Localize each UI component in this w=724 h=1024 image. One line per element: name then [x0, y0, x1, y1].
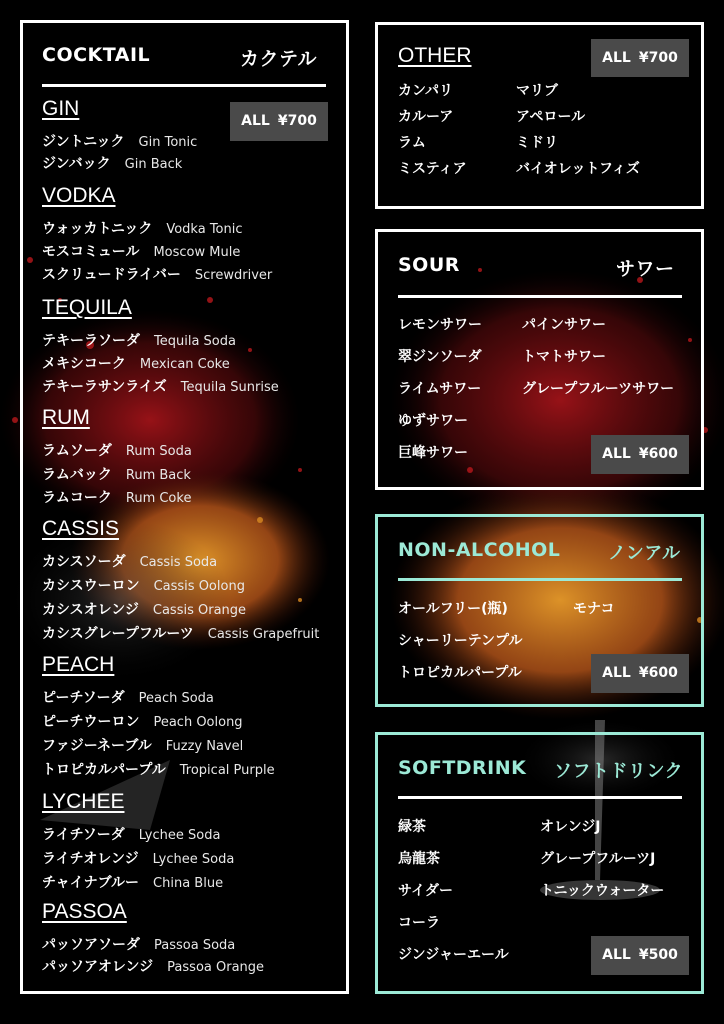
price-all-label: ALL: [602, 665, 631, 681]
price-amount: ¥600: [638, 446, 678, 462]
category-heading-vodka: VODKA: [42, 184, 116, 207]
cocktail-item-en: Cassis Grapefruit: [207, 627, 320, 642]
cocktail-item-jp: パッソアオレンジ: [42, 959, 154, 975]
sour-item: レモンサワー: [398, 317, 482, 333]
other-item: バイオレットフィズ: [516, 161, 640, 177]
nonalcohol-item: オールフリー(瓶): [398, 601, 508, 617]
cocktail-item-jp: ピーチソーダ: [42, 690, 125, 706]
cocktail-item-jp: ジントニック: [42, 134, 125, 150]
softdrink-title: SOFTDRINK: [398, 757, 527, 779]
cocktail-item: [42, 575, 245, 595]
cocktail-item-en: Cassis Soda: [139, 555, 218, 570]
cocktail-item-jp: ラムバック: [42, 466, 112, 483]
cocktail-item-en: Cassis Orange: [152, 603, 247, 618]
nonalcohol-item: トロピカルパープル: [398, 665, 522, 681]
softdrink-item: コーラ: [398, 915, 440, 931]
cocktail-item-jp: トロピカルパープル: [42, 762, 166, 778]
sour-item: ゆずサワー: [398, 413, 468, 429]
cocktail-item: [42, 131, 197, 151]
cocktail-item-en: Rum Back: [125, 467, 191, 483]
softdrink-divider: [398, 796, 682, 799]
cocktail-item: [42, 376, 279, 396]
cocktail-divider: [42, 84, 326, 87]
nonalcohol-divider: [398, 578, 682, 581]
other-price-badge: [591, 39, 689, 77]
cocktail-item: [42, 264, 272, 284]
cocktail-item: [42, 241, 240, 261]
cocktail-item-jp: テキーラサンライズ: [42, 379, 167, 395]
cocktail-item-jp: ファジーネーブル: [42, 738, 152, 754]
cocktail-item: [42, 848, 234, 868]
other-title: OTHER: [398, 44, 472, 67]
other-item: カルーア: [398, 109, 454, 125]
cocktail-item-jp: モスコミュール: [42, 244, 140, 260]
cocktail-item: [42, 599, 246, 619]
cocktail-item-en: Tequila Sunrise: [180, 380, 279, 395]
cocktail-item: [42, 440, 192, 460]
cocktail-item: [42, 934, 235, 954]
price-amount: ¥600: [638, 665, 678, 681]
nonalcohol-item: モナコ: [573, 601, 615, 617]
category-heading-lychee: LYCHEE: [42, 790, 125, 813]
nonalcohol-title: NON-ALCOHOL: [398, 539, 561, 561]
price-amount: ¥700: [277, 113, 317, 129]
cocktail-item-en: Rum Coke: [125, 491, 192, 506]
price-amount: ¥500: [638, 947, 678, 963]
cocktail-item-en: Tropical Purple: [179, 763, 275, 778]
cocktail-item-jp: ジンバック: [42, 156, 111, 172]
cocktail-item-jp: スクリュードライバー: [42, 267, 181, 283]
category-heading-passoa: PASSOA: [42, 900, 127, 923]
cocktail-item: [42, 551, 217, 571]
sour-item: パインサワー: [522, 317, 606, 333]
cocktail-item: [42, 464, 191, 484]
cocktail-item-en: Moscow Mule: [153, 245, 241, 260]
category-heading-tequila: TEQUILA: [42, 296, 132, 319]
cocktail-item-en: Cassis Oolong: [153, 579, 245, 594]
cocktail-item-jp: カシスグレープフルーツ: [42, 626, 194, 642]
cocktail-title: COCKTAIL: [42, 44, 151, 66]
softdrink-item: オレンジJ: [540, 819, 601, 835]
sour-title: SOUR: [398, 254, 460, 276]
softdrink-item: ジンジャーエール: [398, 947, 509, 963]
cocktail-item-en: China Blue: [153, 876, 224, 891]
cocktail-item-jp: パッソアソーダ: [42, 937, 140, 953]
cocktail-item-en: Passoa Soda: [154, 938, 236, 953]
cocktail-item-jp: カシスウーロン: [42, 578, 140, 594]
sour-divider: [398, 295, 682, 298]
other-item: ラム: [398, 135, 426, 151]
other-item: カンパリ: [398, 83, 454, 99]
softdrink-item: トニックウォーター: [540, 883, 665, 899]
price-all-label: ALL: [602, 50, 631, 66]
cocktail-item-en: Vodka Tonic: [166, 222, 243, 237]
category-heading-gin: GIN: [42, 97, 80, 120]
cocktail-item: [42, 218, 243, 238]
cocktail-item-jp: ウォッカトニック: [42, 221, 153, 237]
cocktail-item: [42, 353, 230, 373]
cocktail-item: [42, 872, 223, 892]
sour-item: 巨峰サワー: [398, 445, 468, 461]
other-item: アペロール: [516, 109, 586, 125]
cocktail-item-en: Lychee Soda: [152, 852, 235, 867]
softdrink-item: 緑茶: [398, 819, 426, 835]
softdrink-item: 烏龍茶: [398, 851, 440, 867]
nonalcohol-item: シャーリーテンプル: [398, 633, 523, 649]
cocktail-item-jp: テキーラソーダ: [42, 333, 140, 349]
cocktail-item: [42, 759, 275, 779]
cocktail-item-jp: ラムソーダ: [42, 443, 112, 459]
cocktail-item-en: Gin Tonic: [138, 135, 198, 150]
cocktail-item: [42, 330, 236, 350]
nonalcohol-price-badge: [591, 654, 689, 693]
other-item: マリブ: [516, 83, 558, 99]
cocktail-item: [42, 824, 220, 844]
cocktail-item-en: Peach Soda: [138, 691, 214, 706]
cocktail-item-en: Rum Soda: [125, 444, 192, 459]
cocktail-item-en: Gin Back: [124, 157, 183, 172]
cocktail-item-en: Peach Oolong: [153, 715, 243, 730]
cocktail-item-jp: ライチオレンジ: [42, 851, 139, 867]
cocktail-item-en: Mexican Coke: [139, 357, 230, 372]
cocktail-item-en: Fuzzy Navel: [165, 739, 244, 754]
cocktail-item-jp: ピーチウーロン: [42, 714, 140, 730]
cocktail-item: [42, 956, 264, 976]
softdrink-item: サイダー: [398, 883, 454, 899]
cocktail-item-en: Passoa Orange: [167, 960, 265, 975]
cocktail-title-jp: カクテル: [240, 48, 318, 70]
category-heading-peach: PEACH: [42, 653, 115, 676]
sour-item: トマトサワー: [522, 349, 606, 365]
softdrink-item: グレープフルーツJ: [540, 851, 656, 867]
cocktail-item: [42, 687, 214, 707]
cocktail-item-jp: カシスオレンジ: [42, 602, 139, 618]
price-all-label: ALL: [602, 446, 631, 462]
cocktail-item-jp: ライチソーダ: [42, 827, 125, 843]
cocktail-price-badge: [230, 102, 328, 141]
cocktail-item-jp: メキシコーク: [42, 356, 126, 372]
cocktail-item-jp: ラムコーク: [42, 490, 112, 506]
price-amount: ¥700: [638, 50, 678, 66]
cocktail-item-en: Tequila Soda: [154, 334, 236, 349]
softdrink-title-jp: ソフトドリンク: [554, 761, 684, 782]
cocktail-item-en: Screwdriver: [194, 268, 273, 283]
cocktail-item: [42, 711, 243, 731]
cocktail-item-jp: カシスソーダ: [42, 554, 126, 570]
nonalcohol-title-jp: ノンアル: [608, 543, 681, 564]
sour-item: グレープフルーツサワー: [522, 381, 675, 397]
cocktail-item: [42, 487, 191, 507]
sour-item: ライムサワー: [398, 381, 482, 397]
cocktail-item-en: Lychee Soda: [138, 828, 221, 843]
softdrink-price-badge: [591, 936, 689, 975]
other-item: ミスティア: [398, 161, 467, 177]
price-all-label: ALL: [241, 113, 270, 129]
cocktail-item: [42, 735, 243, 755]
price-all-label: ALL: [602, 947, 631, 963]
sour-price-badge: [591, 435, 689, 474]
cocktail-item: [42, 153, 182, 173]
category-heading-cassis: CASSIS: [42, 517, 120, 540]
cocktail-item: [42, 623, 319, 643]
sour-title-jp: サワー: [616, 258, 675, 280]
cocktail-item-jp: チャイナブルー: [42, 875, 140, 891]
category-heading-rum: RUM: [42, 406, 90, 429]
sour-item: 翠ジンソーダ: [398, 349, 482, 365]
other-item: ミドリ: [516, 135, 558, 151]
